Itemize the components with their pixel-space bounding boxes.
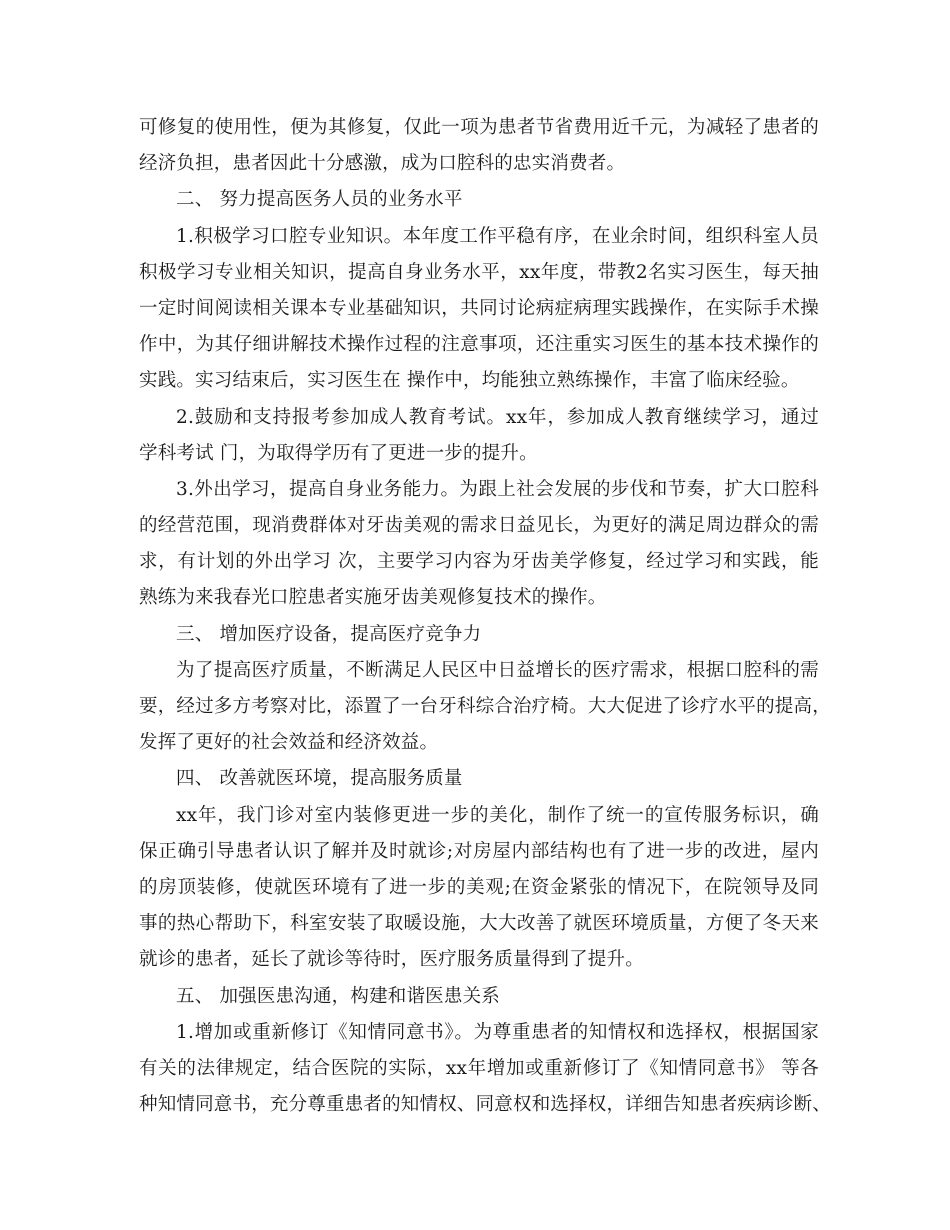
text-line: 的经营范围，现消费群体对牙齿美观的需求日益见长，为更好的满足周边群众的需	[139, 515, 819, 537]
text-line: xx年，我门诊对室内装修更进一步的美化，制作了统一的宣传服务标识，确	[176, 804, 819, 826]
text-line: 熟练为来我春光口腔患者实施牙齿美观修复技术的操作。	[139, 587, 607, 609]
text-line: 学科考试 门，为取得学历有了更进一步的提升。	[139, 442, 538, 464]
text-line: 要，经过多方考察对比，添置了一台牙科综合治疗椅。大大促进了诊疗水平的提高，	[139, 696, 831, 717]
text-line: 为了提高医疗质量，不断满足人民区中日益增长的医疗需求，根据口腔科的需	[176, 659, 819, 681]
section-heading: 四、 改善就医环境，提高服务质量	[176, 768, 463, 790]
text-line: 事的热心帮助下，科室安装了取暖设施，大大改善了就医环境质量，方便了冬天来	[139, 913, 819, 935]
text-line: 1.积极学习口腔专业知识。本年度工作平稳有序，在业余时间，组织科室人员	[176, 225, 819, 247]
text-line: 保正确引导患者认识了解并及时就诊;对房屋内部结构也有了进一步的改进，屋内	[139, 840, 819, 862]
text-line: 就诊的患者，延长了就诊等待时，医疗服务质量得到了提升。	[139, 949, 644, 971]
section-heading: 五、 加强医患沟通，构建和谐医患关系	[176, 985, 500, 1007]
text-line: 有关的法律规定，结合医院的实际，xx年增加或重新修订了《知情同意书》 等各	[139, 1057, 819, 1079]
text-line: 可修复的使用性，便为其修复，仅此一项为患者节省费用近千元，为减轻了患者的	[139, 117, 819, 138]
text-line: 求，有计划的外出学习 次，主要学习内容为牙齿美学修复，经过学习和实践，能	[139, 551, 819, 573]
text-line: 一定时间阅读相关课本专业基础知识，共同讨论病症病理实践操作，在实际手术操	[139, 297, 819, 319]
text-line: 1.增加或重新修订《知情同意书》。为尊重患者的知情权和选择权，根据国家	[176, 1021, 819, 1043]
text-line: 发挥了更好的社会效益和经济效益。	[139, 732, 439, 754]
text-line: 2.鼓励和支持报考参加成人教育考试。xx年，参加成人教育继续学习，通过	[176, 406, 819, 428]
text-line: 作中，为其仔细讲解技术操作过程的注意事项，还注重实习医生的基本技术操作的	[139, 334, 819, 356]
text-line: 积极学习专业相关知识，提高自身业务水平，xx年度，带教2名实习医生，每天抽	[139, 261, 819, 283]
text-line: 种知情同意书，充分尊重患者的知情权、同意权和选择权，详细告知患者疾病诊断、	[139, 1094, 831, 1116]
section-heading: 二、 努力提高医务人员的业务水平	[176, 189, 463, 211]
text-line: 3.外出学习，提高自身业务能力。为跟上社会发展的步伐和节奏，扩大口腔科	[176, 478, 819, 500]
document-page	[139, 110, 831, 1123]
text-line: 实践。实习结束后，实习医生在 操作中，均能独立熟练操作，丰富了临床经验。	[139, 370, 800, 392]
text-line: 的房顶装修，使就医环境有了进一步的美观;在资金紧张的情况下，在院领导及同	[139, 876, 819, 898]
section-heading: 三、 增加医疗设备，提高医疗竞争力	[176, 623, 482, 645]
text-line: 经济负担，患者因此十分感激，成为口腔科的忠实消费者。	[139, 153, 626, 175]
